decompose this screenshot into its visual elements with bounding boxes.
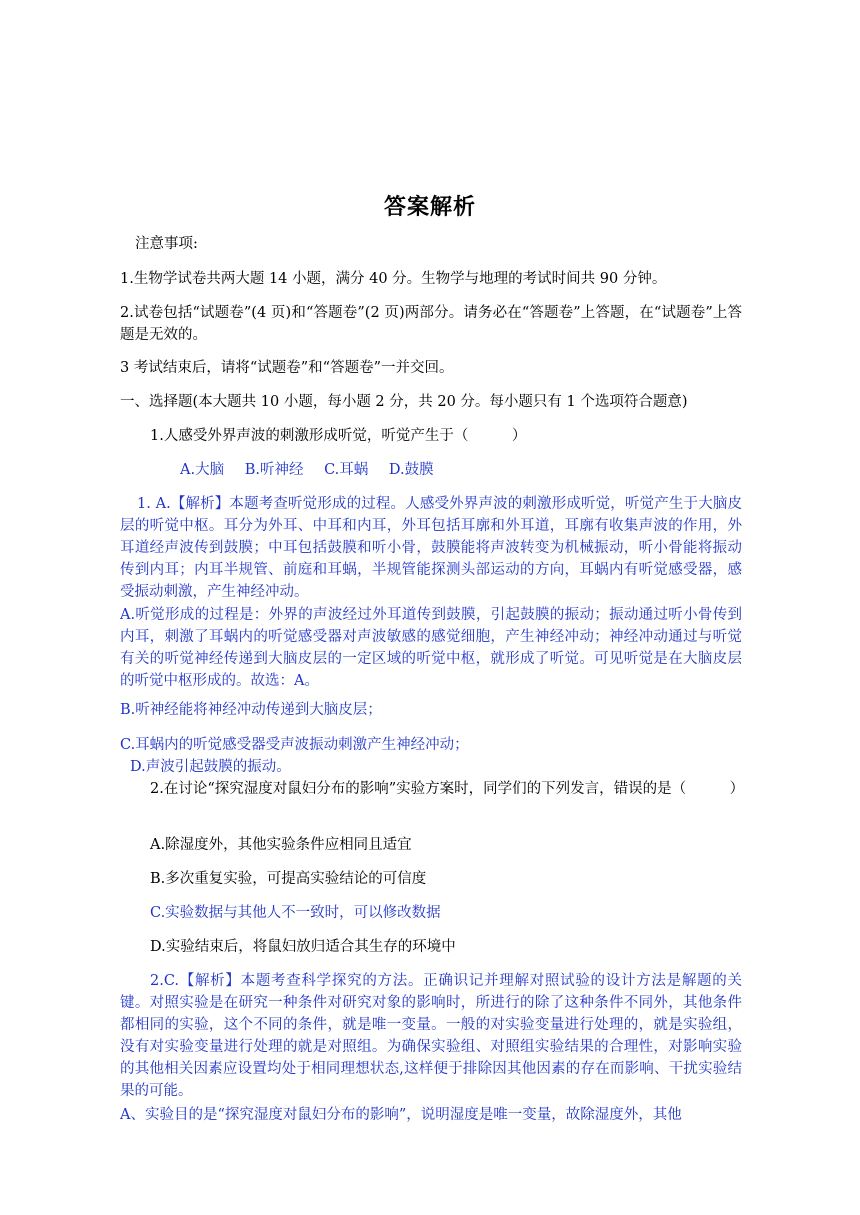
notice-heading: 注意事项: (135, 236, 198, 252)
question-1-explanation-c: C.耳蜗内的听觉感受器受声波振动刺激产生神经冲动； (120, 737, 469, 753)
question-2-answer: 2.C.【解析】本题考查科学探究的方法。正确识记并理解对照试验的设计方法是解题的关键。对照实验是在研究一种条件对研究对象的影响时，所进行的除了这种条件不同外，其他条件都相同的实验，这个不同的条件，就是唯一变量。一般的对实验变量进行处理的，就是实验组，没有对实验变量进行处理的就是对照组。为确保实验组、对照组实验结果的合理性，对影响实验的其他相关因素应设置均处于相同理想状态,这样便于排除因其他因素的存在而影响、干扰实验结果的可能。 (120, 973, 742, 1099)
question-1-option-c: C.耳蜗 (324, 462, 369, 478)
question-2-explanation-a: A、实验目的是“探究湿度对鼠妇分布的影响”，说明湿度是唯一变量，故除湿度外，其他 (120, 1107, 682, 1123)
notice-item-3: 3 考试结束后，请将“试题卷”和“答题卷”一并交回。 (120, 360, 454, 376)
notice-item-2: 2.试卷包括“试题卷”(4 页)和“答题卷”(2 页)两部分。请务必在“答题卷”上答题，在“试题卷”上答题是无效的。 (120, 305, 742, 343)
notice-item-1: 1.生物学试卷共两大题 14 小题，满分 40 分。生物学与地理的考试时间共 90 分钟。 (120, 271, 667, 287)
question-1-option-b: B.听神经 (244, 462, 304, 478)
question-2-option-c: C.实验数据与其他人不一致时，可以修改数据 (150, 905, 441, 921)
question-1-stem: 1.人感受外界声波的刺激形成听觉，听觉产生于（ ） (150, 428, 527, 444)
question-1-option-d: D.鼓膜 (388, 462, 434, 478)
question-2-option-b: B.多次重复实验，可提高实验结论的可信度 (150, 871, 427, 887)
section-heading: 一、选择题(本大题共 10 小题，每小题 2 分，共 20 分。每小题只有 1 个选项符合题意) (120, 394, 688, 410)
question-2-stem: 2.在讨论“探究湿度对鼠妇分布的影响”实验方案时，同学们的下列发言，错误的是（ ） (150, 781, 745, 797)
question-1-option-a: A.大脑 (180, 462, 225, 478)
question-1-explanation-d: D.声波引起鼓膜的振动。 (130, 759, 291, 775)
question-2-option-d: D.实验结束后，将鼠妇放归适合其生存的环境中 (150, 939, 456, 955)
question-1-explanation-b: B.听神经能将神经冲动传递到大脑皮层； (120, 702, 382, 718)
question-1-options (180, 459, 805, 481)
question-1-answer: 1. A.【解析】本题考查听觉形成的过程。人感受外界声波的刺激形成听觉，听觉产生于大脑皮层的听觉中枢。耳分为外耳、中耳和内耳，外耳包括耳廓和外耳道，耳廓有收集声波的作用，外耳道经声波传到鼓膜；中耳包括鼓膜和听小骨，鼓膜能将声波转变为机械振动，听小骨能将振动传到内耳；内耳半规管、前庭和耳蜗，半规管能探测头部运动的方向，耳蜗内有听觉感受器，感受振动刺激，产生神经冲动。 (120, 496, 742, 600)
page-title: 答案解析 (383, 195, 476, 220)
question-2-option-a: A.除湿度外，其他实验条件应相同且适宜 (150, 837, 412, 853)
question-1-explanation-a: A.听觉形成的过程是：外界的声波经过外耳道传到鼓膜，引起鼓膜的振动；振动通过听小骨传到内耳，刺激了耳蜗内的听觉感受器对声波敏感的感觉细胞，产生神经冲动；神经冲动通过与听觉有关的听觉神经传递到大脑皮层的一定区域的听觉中枢，就形成了听觉。可见听觉是在大脑皮层的听觉中枢形成的。故选：A。 (120, 607, 742, 689)
